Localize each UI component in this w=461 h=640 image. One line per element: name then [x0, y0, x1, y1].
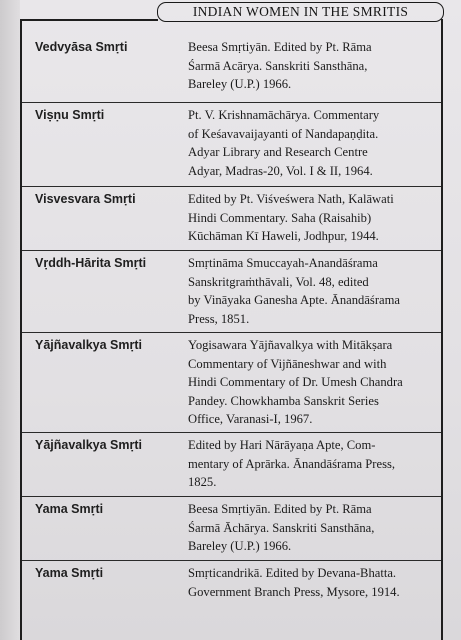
entry-term: Yama Smṛti [35, 566, 104, 580]
running-header: INDIAN WOMEN IN THE SMRITIS [157, 2, 444, 22]
bibliography-entry [22, 34, 441, 103]
frame-right-rule [441, 19, 443, 640]
entry-description: Smṛtināma Smuccayah-Anandāśrama Sanskritgraṁthāvali, Vol. 48, edited by Vināyaka Ganesha Apte. Ānandāśrama Press, 1851. [188, 256, 400, 326]
bibliography-entry [22, 250, 441, 333]
entry-description: Beesa Smṛtiyān. Edited by Pt. Rāma Śarmā Āchārya. Sanskriti Sansthāna, Bareley (U.P.) 1966. [188, 502, 375, 554]
entry-term: Vedvyāsa Smṛti [35, 40, 128, 54]
entry-description: Beesa Smṛtiyān. Edited by Pt. Rāma Śarmā Acārya. Sanskriti Sansthāna, Bareley (U.P.) 1966. [188, 40, 372, 92]
entry-term: Yājñavalkya Smṛti [35, 438, 143, 452]
entry-description: Edited by Pt. Viśveśwera Nath, Kalāwati Hindi Commentary. Saha (Raisahib) Kūchāman Kī Haweli, Jodhpur, 1944. [188, 192, 394, 244]
entry-description: Pt. V. Krishnamāchārya. Commentary of Keśavavaijayanti of Nandapaṇḍita. Adyar Library and Research Centre Adyar, Madras-20, Vol. I & II, 1964. [188, 108, 380, 178]
entry-term: Viṣṇu Smṛti [35, 108, 105, 122]
bibliography-entry [22, 496, 441, 561]
page-gutter-shadow [0, 0, 20, 640]
entry-term: Yājñavalkya Smṛti [35, 338, 143, 352]
bibliography-entry [22, 332, 441, 433]
entry-term: Visvesvara Smṛti [35, 192, 136, 206]
entry-description: Yogisawara Yājñavalkya with Mitākṣara Commentary of Vijñāneshwar and with Hindi Commentary of Dr. Umesh Chandra Pandey. Chowkhamba Sanskrit Series Office, Varanasi-I, 1967. [188, 338, 403, 427]
bibliography-entry [22, 102, 441, 187]
entry-description: Smṛticandrikā. Edited by Devana-Bhatta. Government Branch Press, Mysore, 1914. [188, 566, 400, 599]
entry-term: Vṛddh-Hārita Smṛti [35, 256, 147, 270]
entry-term: Yama Smṛti [35, 502, 104, 516]
bibliography-entry [22, 560, 441, 620]
bibliography-entry [22, 186, 441, 251]
bibliography-entry [22, 432, 441, 497]
frame-top-rule [20, 19, 158, 21]
entry-description: Edited by Hari Nārāyaṇa Apte, Com- mentary of Aprārka. Ānandāśrama Press, 1825. [188, 438, 396, 490]
